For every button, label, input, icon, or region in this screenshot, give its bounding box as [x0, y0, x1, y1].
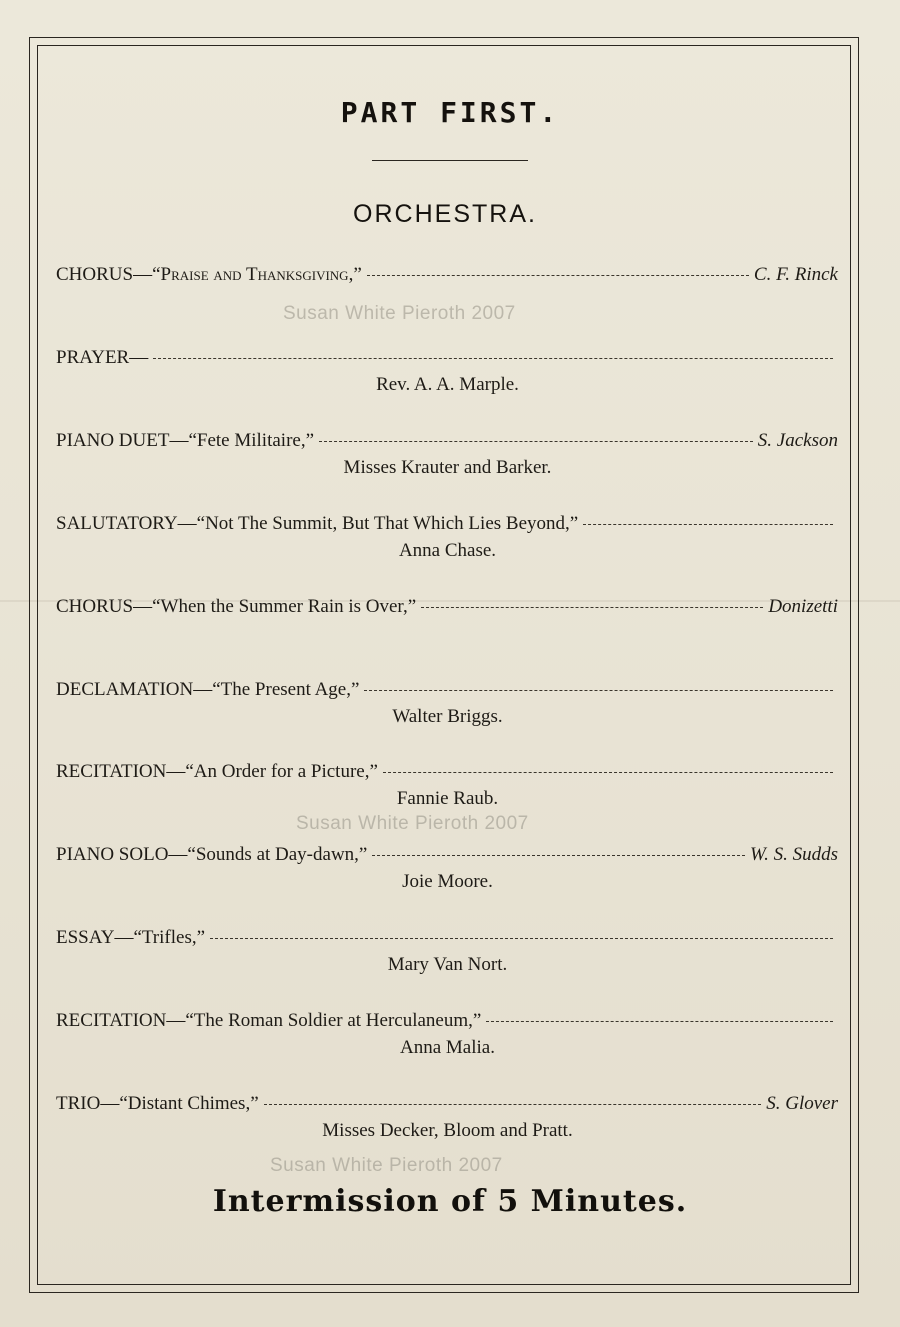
item-performer: Anna Chase. — [398, 540, 497, 561]
program-item — [56, 679, 838, 705]
program-item — [56, 513, 838, 539]
item-performer: Fannie Raub. — [396, 788, 499, 809]
section-heading: ORCHESTRA. — [353, 200, 537, 228]
part-title: PART FIRST. — [340, 96, 560, 129]
dotted-leader — [372, 855, 745, 856]
watermark: Susan White Pieroth 2007 — [270, 1155, 503, 1176]
item-performer: Misses Decker, Bloom and Pratt. — [322, 1120, 573, 1141]
item-composer: W. S. Sudds — [750, 844, 838, 865]
dotted-leader — [583, 524, 833, 525]
item-composer: S. Glover — [766, 1093, 838, 1114]
item-performer: Walter Briggs. — [392, 706, 503, 727]
item-title: CHORUS—“When the Summer Rain is Over,” — [56, 596, 417, 617]
program-item — [56, 347, 838, 373]
item-title: DECLAMATION—“The Present Age,” — [56, 679, 360, 700]
dotted-leader — [421, 607, 763, 608]
item-performer: Mary Van Nort. — [387, 954, 508, 975]
item-title: ESSAY—“Trifles,” — [56, 927, 206, 948]
program-item — [56, 430, 838, 456]
item-composer: C. F. Rinck — [753, 264, 838, 285]
item-title: RECITATION—“The Roman Soldier at Herculaneum,” — [56, 1010, 482, 1031]
item-title: SALUTATORY—“Not The Summit, But That Which Lies Beyond,” — [56, 513, 579, 534]
item-title: TRIO—“Distant Chimes,” — [56, 1093, 259, 1114]
item-performer: Joie Moore. — [402, 871, 493, 892]
dotted-leader — [319, 441, 753, 442]
dotted-leader — [383, 772, 833, 773]
program-item — [56, 264, 838, 290]
item-title: RECITATION—“An Order for a Picture,” — [56, 761, 378, 782]
item-composer: S. Jackson — [757, 430, 838, 451]
dotted-leader — [153, 358, 833, 359]
watermark: Susan White Pieroth 2007 — [296, 813, 529, 834]
program-item — [56, 596, 838, 622]
dotted-leader — [486, 1021, 833, 1022]
item-title: PRAYER— — [56, 347, 149, 368]
item-title: PIANO DUET—“Fete Militaire,” — [56, 430, 315, 451]
dotted-leader — [264, 1104, 762, 1105]
program-item — [56, 1010, 838, 1036]
item-title: PIANO SOLO—“Sounds at Day-dawn,” — [56, 844, 368, 865]
dotted-leader — [367, 275, 749, 276]
dotted-leader — [364, 690, 833, 691]
program-item — [56, 761, 838, 787]
title-rule — [372, 160, 528, 161]
program-item — [56, 927, 838, 953]
item-performer: Misses Krauter and Barker. — [343, 457, 552, 478]
item-composer: Donizetti — [768, 596, 838, 617]
item-performer: Rev. A. A. Marple. — [376, 374, 519, 395]
intermission-notice: Intermission of 5 Minutes. — [212, 1184, 688, 1219]
program-item — [56, 1093, 838, 1119]
dotted-leader — [210, 938, 833, 939]
watermark: Susan White Pieroth 2007 — [283, 303, 516, 324]
item-performer: Anna Malia. — [400, 1037, 495, 1058]
item-title: CHORUS—“Praise and Thanksgiving,” — [56, 264, 362, 285]
program-item — [56, 844, 838, 870]
